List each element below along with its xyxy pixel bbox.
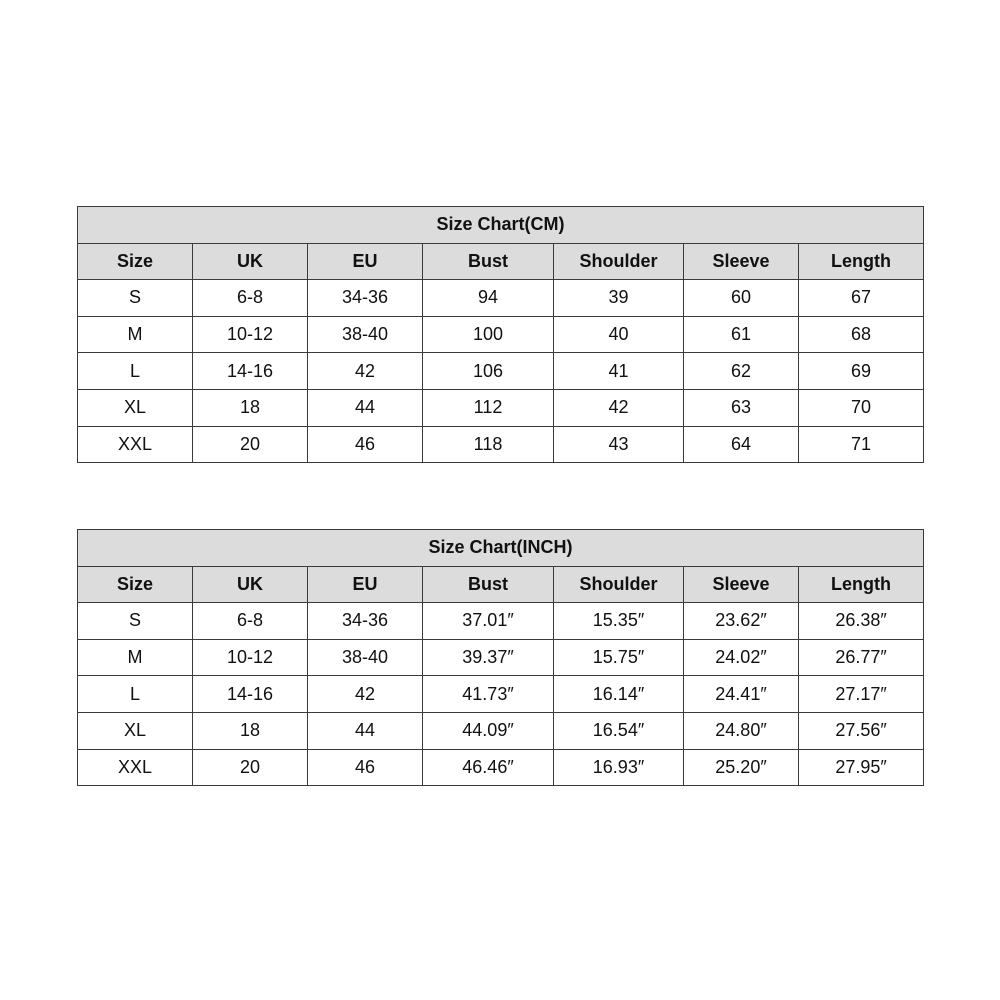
table-cell: 62 — [684, 353, 799, 390]
table-row — [78, 749, 924, 786]
column-header-uk: UK — [193, 243, 308, 280]
column-header-shoulder: Shoulder — [554, 566, 684, 603]
table-cell: 10-12 — [193, 316, 308, 353]
table-row — [78, 426, 924, 463]
table-cell: 118 — [423, 426, 554, 463]
table-cell: 20 — [193, 426, 308, 463]
table-cell: 6-8 — [193, 603, 308, 640]
table-cell: 6-8 — [193, 280, 308, 317]
table-cell: 43 — [554, 426, 684, 463]
column-header-length: Length — [799, 243, 924, 280]
column-header-sleeve: Sleeve — [684, 566, 799, 603]
table-cell: 10-12 — [193, 639, 308, 676]
table-cell: 38-40 — [308, 316, 423, 353]
table-cell: 37.01″ — [423, 603, 554, 640]
table-cell: 38-40 — [308, 639, 423, 676]
table-cell: XXL — [78, 426, 193, 463]
size-chart-cm-table — [77, 206, 924, 463]
table-row — [78, 316, 924, 353]
table-cell: 106 — [423, 353, 554, 390]
table-cell: L — [78, 676, 193, 713]
table-cell: 39 — [554, 280, 684, 317]
column-header-uk: UK — [193, 566, 308, 603]
table-row — [78, 280, 924, 317]
table-cell: 18 — [193, 389, 308, 426]
table-cell: L — [78, 353, 193, 390]
table-cell: 71 — [799, 426, 924, 463]
table-cell: 15.75″ — [554, 639, 684, 676]
table-title: Size Chart(CM) — [78, 207, 924, 244]
table-row — [78, 353, 924, 390]
table-cell: 40 — [554, 316, 684, 353]
table-cell: M — [78, 639, 193, 676]
table-cell: S — [78, 280, 193, 317]
table-cell: XL — [78, 712, 193, 749]
table-cell: 14-16 — [193, 676, 308, 713]
table-cell: 41 — [554, 353, 684, 390]
table-cell: 41.73″ — [423, 676, 554, 713]
table-title-row — [78, 207, 924, 244]
table-cell: 16.54″ — [554, 712, 684, 749]
table-cell: S — [78, 603, 193, 640]
table-cell: 67 — [799, 280, 924, 317]
table-cell: XXL — [78, 749, 193, 786]
table-cell: 63 — [684, 389, 799, 426]
column-header-bust: Bust — [423, 243, 554, 280]
table-cell: 94 — [423, 280, 554, 317]
table-cell: 100 — [423, 316, 554, 353]
column-header-eu: EU — [308, 566, 423, 603]
table-header-row — [78, 243, 924, 280]
table-cell: 44 — [308, 389, 423, 426]
table-row — [78, 639, 924, 676]
table-cell: 16.14″ — [554, 676, 684, 713]
table-row — [78, 712, 924, 749]
table-cell: 46 — [308, 749, 423, 786]
table-cell: M — [78, 316, 193, 353]
table-cell: 61 — [684, 316, 799, 353]
table-cell: 46.46″ — [423, 749, 554, 786]
table-cell: 34-36 — [308, 280, 423, 317]
table-cell: 39.37″ — [423, 639, 554, 676]
table-cell: 64 — [684, 426, 799, 463]
table-cell: 20 — [193, 749, 308, 786]
column-header-shoulder: Shoulder — [554, 243, 684, 280]
column-header-size: Size — [78, 243, 193, 280]
column-header-eu: EU — [308, 243, 423, 280]
table-cell: 25.20″ — [684, 749, 799, 786]
column-header-bust: Bust — [423, 566, 554, 603]
table-cell: 70 — [799, 389, 924, 426]
table-cell: 27.17″ — [799, 676, 924, 713]
table-title-row — [78, 530, 924, 567]
table-cell: XL — [78, 389, 193, 426]
table-cell: 18 — [193, 712, 308, 749]
table-cell: 112 — [423, 389, 554, 426]
column-header-length: Length — [799, 566, 924, 603]
table-cell: 27.95″ — [799, 749, 924, 786]
table-cell: 15.35″ — [554, 603, 684, 640]
table-cell: 42 — [554, 389, 684, 426]
table-row — [78, 389, 924, 426]
table-header-row — [78, 566, 924, 603]
table-cell: 27.56″ — [799, 712, 924, 749]
table-cell: 42 — [308, 676, 423, 713]
table-cell: 23.62″ — [684, 603, 799, 640]
table-cell: 16.93″ — [554, 749, 684, 786]
table-cell: 46 — [308, 426, 423, 463]
table-cell: 34-36 — [308, 603, 423, 640]
table-cell: 24.80″ — [684, 712, 799, 749]
table-cell: 68 — [799, 316, 924, 353]
table-cell: 26.38″ — [799, 603, 924, 640]
table-cell: 44.09″ — [423, 712, 554, 749]
size-chart-inch-table — [77, 529, 924, 786]
table-row — [78, 603, 924, 640]
table-cell: 44 — [308, 712, 423, 749]
table-cell: 24.41″ — [684, 676, 799, 713]
table-cell: 24.02″ — [684, 639, 799, 676]
table-cell: 42 — [308, 353, 423, 390]
table-row — [78, 676, 924, 713]
column-header-sleeve: Sleeve — [684, 243, 799, 280]
table-cell: 14-16 — [193, 353, 308, 390]
table-cell: 26.77″ — [799, 639, 924, 676]
table-cell: 60 — [684, 280, 799, 317]
table-cell: 69 — [799, 353, 924, 390]
table-title: Size Chart(INCH) — [78, 530, 924, 567]
column-header-size: Size — [78, 566, 193, 603]
